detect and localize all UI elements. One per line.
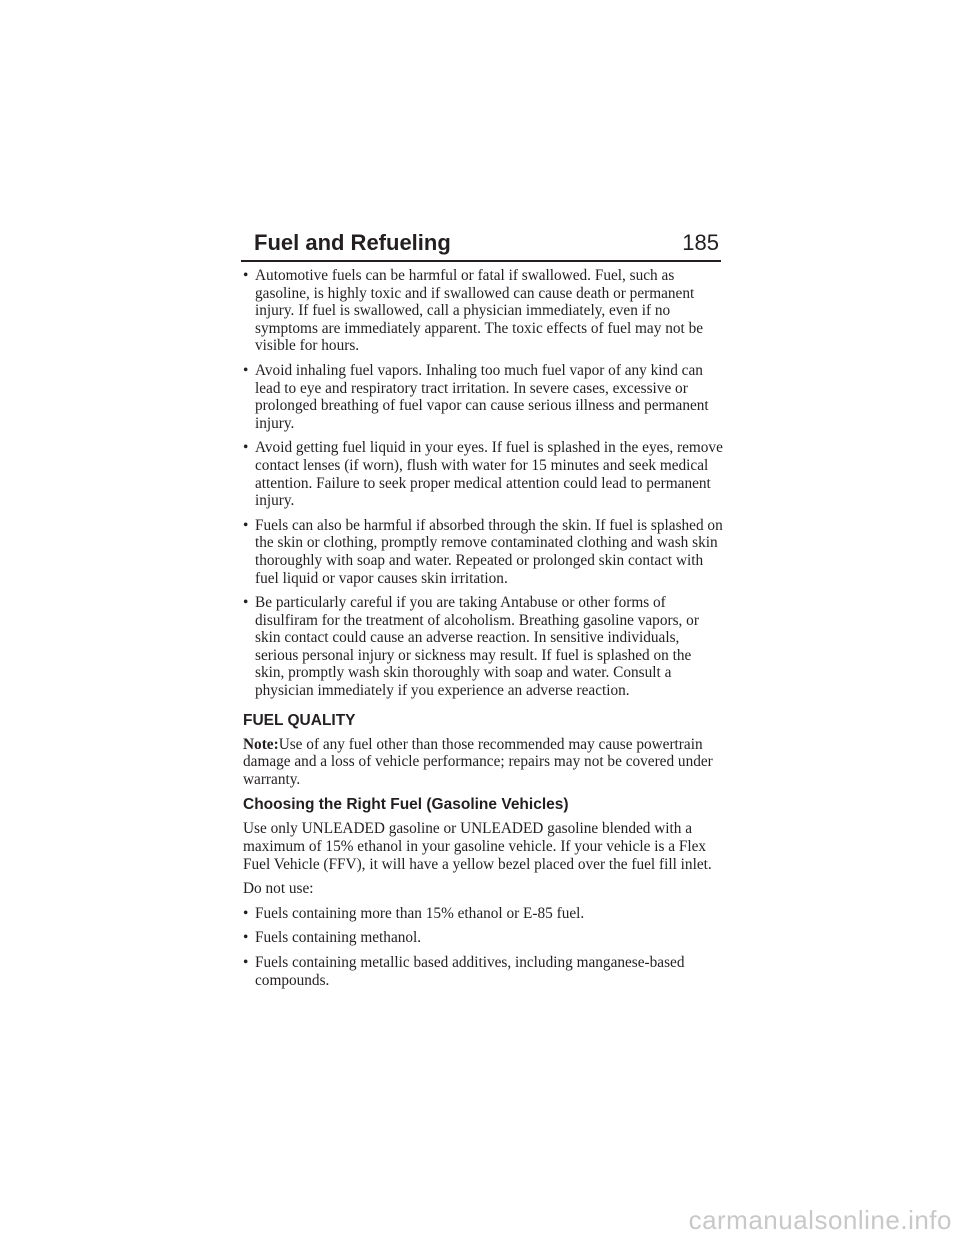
do-not-use-label: Do not use: bbox=[243, 880, 314, 898]
fuel-quality-note bbox=[243, 736, 723, 789]
note-label: Note: bbox=[243, 735, 279, 753]
list-item: • Be particularly careful if you are taking Antabuse or other forms of disulfiram for the treatment of alcoholism. Breathing gasoline vapors, or skin contact could cause an adverse reaction. In sensitive individuals, serious personal injury or sickness may result. If fuel is splashed on the skin, promptly wash skin thoroughly with soap and water. Consult a physician immediately if you experience an adverse reaction. bbox=[243, 594, 699, 700]
choosing-fuel-heading: Choosing the Right Fuel (Gasoline Vehicles) bbox=[243, 796, 569, 814]
list-item: • Automotive fuels can be harmful or fatal if swallowed. Fuel, such as gasoline, is highly toxic and if swallowed can cause death or permanent injury. If fuel is swallowed, call a physician immediately, even if no symptoms are immediately apparent. The toxic effects of fuel may not be visible for hours. bbox=[243, 267, 704, 355]
bullet-icon: • bbox=[243, 267, 249, 284]
header-rule bbox=[241, 260, 721, 262]
list-item: • Fuels containing methanol. bbox=[243, 929, 422, 947]
page-number: 185 bbox=[682, 230, 719, 255]
list-item: • Avoid inhaling fuel vapors. Inhaling too much fuel vapor of any kind can lead to eye and respiratory tract irritation. In severe cases, excessive or prolonged breathing of fuel vapor can cause serious illness and permanent injury. bbox=[243, 361, 709, 432]
bullet-icon: • bbox=[243, 904, 249, 922]
bullet-icon: • bbox=[243, 361, 249, 379]
choosing-fuel-paragraph: Use only UNLEADED gasoline or UNLEADED gasoline blended with a maximum of 15% ethanol in your gasoline vehicle. If your vehicle is a Flex Fuel Vehicle (FFV), it will have a yellow bezel placed over the fuel fill inlet. bbox=[243, 820, 712, 873]
page-content bbox=[243, 267, 723, 996]
bullet-icon: • bbox=[243, 439, 249, 457]
bullet-icon: • bbox=[243, 929, 249, 947]
bullet-icon: • bbox=[243, 516, 249, 534]
list-item: • Fuels containing metallic based additives, including manganese-based compounds. bbox=[243, 954, 685, 989]
fuel-quality-heading: FUEL QUALITY bbox=[243, 711, 356, 729]
list-item: • Fuels can also be harmful if absorbed through the skin. If fuel is splashed on the skin or clothing, promptly remove contaminated clothing and wash skin thoroughly with soap and water. Repeated or prolonged skin contact with fuel liquid or vapor causes skin irritation. bbox=[243, 516, 723, 587]
note-text: Use of any fuel other than those recommended may cause powertrain damage and a loss of vehicle performance; repairs may not be covered under warranty. bbox=[243, 735, 713, 788]
watermark: carmanualsonline.info bbox=[688, 1205, 952, 1235]
list-item: • Avoid getting fuel liquid in your eyes. If fuel is splashed in the eyes, remove contact lenses (if worn), flush with water for 15 minutes and seek medical attention. Failure to seek proper medical attention could lead to permanent injury. bbox=[243, 439, 723, 510]
list-item: • Fuels containing more than 15% ethanol or E-85 fuel. bbox=[243, 904, 585, 922]
page-header bbox=[241, 226, 721, 262]
bullet-icon: • bbox=[243, 594, 249, 612]
bullet-icon: • bbox=[243, 954, 249, 971]
do-not-use-list bbox=[243, 905, 723, 989]
warning-list bbox=[243, 267, 723, 700]
section-title: Fuel and Refueling bbox=[254, 230, 451, 255]
